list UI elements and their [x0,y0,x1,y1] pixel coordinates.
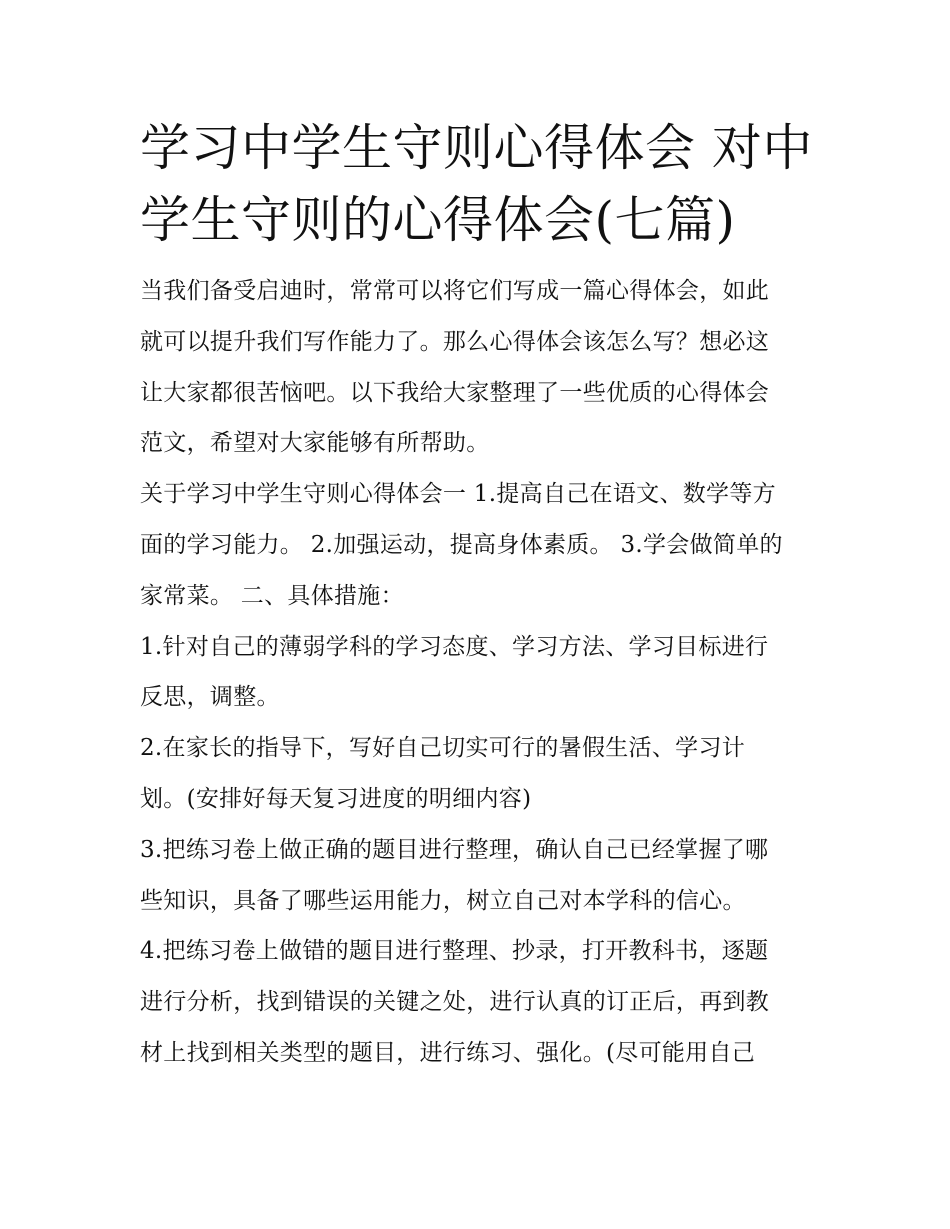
document-body [140,266,816,1079]
text-line: 3.把练习卷上做正确的题目进行整理，确认自己已经掌握了哪 [140,836,769,863]
document-page [140,112,816,1079]
document-title [140,112,816,256]
text-line: 进行分析，找到错误的关键之处，进行认真的订正后，再到教 [140,989,770,1016]
title-line: 学生守则的心得体会(七篇) [140,191,736,249]
text-line: 些知识，具备了哪些运用能力，树立自己对本学科的信心。 [140,887,746,914]
text-line: 2.在家长的指导下，写好自己切实可行的暑假生活、学习计 [140,735,746,762]
text-line: 材上找到相关类型的题目，进行练习、强化。(尽可能用自己 [140,1039,756,1066]
text-line: 划。(安排好每天复习进度的明细内容) [140,785,532,812]
text-line: 让大家都很苦恼吧。以下我给大家整理了一些优质的心得体会 [140,379,770,406]
title-line: 学习中学生守则心得体会 对中 [140,119,813,177]
text-line: 关于学习中学生守则心得体会一 1.提高自己在语文、数学等方 [140,481,776,508]
text-line: 范文，希望对大家能够有所帮助。 [140,430,490,457]
text-line: 反思，调整。 [140,684,280,711]
text-line: 面的学习能力。 2.加强运动，提高身体素质。 3.学会做简单的 [140,531,783,558]
text-line: 1.针对自己的薄弱学科的学习态度、学习方法、学习目标进行 [140,633,769,660]
text-line: 就可以提升我们写作能力了。那么心得体会该怎么写？想必这 [140,328,770,355]
text-line: 家常菜。 二、具体措施： [140,582,404,609]
text-line: 当我们备受启迪时，常常可以将它们写成一篇心得体会，如此 [140,278,770,304]
text-line: 4.把练习卷上做错的题目进行整理、抄录，打开教科书，逐题 [140,938,769,965]
